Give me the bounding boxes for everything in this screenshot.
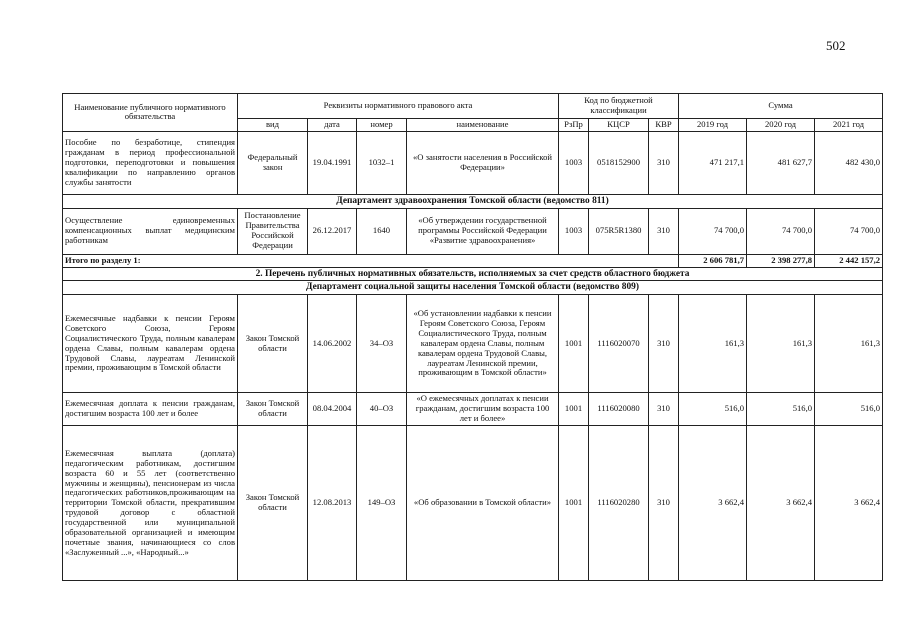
rzpr: 1001 [559, 295, 589, 393]
total-2021: 2 442 157,2 [815, 254, 883, 267]
dept-health-heading: Департамент здравоохранения Томской области (ведомство 811) [63, 194, 883, 208]
act-date: 26.12.2017 [308, 208, 357, 254]
kvr: 310 [649, 131, 679, 194]
act-date: 12.08.2013 [308, 426, 357, 581]
sum-2021: 516,0 [815, 393, 883, 426]
table-row [63, 393, 883, 426]
act-title: «Об образовании в Томской области» [407, 426, 559, 581]
sum-2020: 481 627,7 [747, 131, 815, 194]
table-row [63, 295, 883, 393]
kvr: 310 [649, 208, 679, 254]
act-title: «О ежемесячных доплатах к пенсии гражданам, достигшим возраста 100 лет и более» [407, 393, 559, 426]
header-title: наименование [407, 119, 559, 132]
sum-2019: 74 700,0 [679, 208, 747, 254]
sum-2020: 3 662,4 [747, 426, 815, 581]
act-date: 08.04.2004 [308, 393, 357, 426]
act-type: Закон Томской области [238, 295, 308, 393]
sum-2021: 482 430,0 [815, 131, 883, 194]
act-date: 19.04.1991 [308, 131, 357, 194]
sum-2021: 74 700,0 [815, 208, 883, 254]
act-title: «О занятости населения в Российской Федерации» [407, 131, 559, 194]
header-kvr: КВР [649, 119, 679, 132]
header-sum: Сумма [679, 94, 883, 119]
total-label: Итого по разделу 1: [63, 254, 679, 267]
obligation-name: Осуществление единовременных компенсационных выплат медицинским работникам [63, 208, 238, 254]
kcsr: 1116020080 [589, 393, 649, 426]
table-row [63, 426, 883, 581]
header-2020: 2020 год [747, 119, 815, 132]
kvr: 310 [649, 426, 679, 581]
sum-2020: 516,0 [747, 393, 815, 426]
kcsr: 1116020070 [589, 295, 649, 393]
rzpr: 1003 [559, 131, 589, 194]
header-2019: 2019 год [679, 119, 747, 132]
act-date: 14.06.2002 [308, 295, 357, 393]
header-row-1 [63, 94, 883, 119]
sum-2021: 3 662,4 [815, 426, 883, 581]
act-title: «Об утверждении государственной программы Российской Федерации «Развитие здравоохранения» [407, 208, 559, 254]
kvr: 310 [649, 295, 679, 393]
section2-row [63, 267, 883, 281]
total-row [63, 254, 883, 267]
page-number: 502 [826, 38, 846, 53]
obligation-name: Пособие по безработице, стипендия гражданам в период профессиональной подготовки, переподготовки и повышения квалификации по направлению органов службы занятости [63, 131, 238, 194]
header-date: дата [308, 119, 357, 132]
act-type: Закон Томской области [238, 426, 308, 581]
act-number: 34–ОЗ [357, 295, 407, 393]
obligations-table [62, 93, 883, 581]
header-2021: 2021 год [815, 119, 883, 132]
kcsr: 1116020280 [589, 426, 649, 581]
header-name: Наименование публичного нормативного обязательства [63, 94, 238, 132]
rzpr: 1001 [559, 426, 589, 581]
act-number: 1640 [357, 208, 407, 254]
act-type: Федеральный закон [238, 131, 308, 194]
total-2019: 2 606 781,7 [679, 254, 747, 267]
sum-2019: 516,0 [679, 393, 747, 426]
sum-2019: 3 662,4 [679, 426, 747, 581]
table-row [63, 208, 883, 254]
obligation-name: Ежемесячные надбавки к пенсии Героям Советского Союза, Героям Социалистического Труда, полным кавалерам ордена Славы, полным кавалерам ордена Трудовой Славы, лауреатам Ленинской премии, проживающим в Томской области [63, 295, 238, 393]
header-number: номер [357, 119, 407, 132]
kcsr: 0518152900 [589, 131, 649, 194]
section2-heading: 2. Перечень публичных нормативных обязательств, исполняемых за счет средств областного бюджета [63, 267, 883, 281]
header-vid: вид [238, 119, 308, 132]
obligation-name: Ежемесячная доплата к пенсии гражданам, достигшим возраста 100 лет и более [63, 393, 238, 426]
act-type: Постановление Правительства Российской Федерации [238, 208, 308, 254]
kcsr: 075R5R1380 [589, 208, 649, 254]
obligation-name: Ежемесячная выплата (доплата) педагогическим работникам, достигшим возраста 60 и 55 лет (соответственно мужчины и женщины), пенсионерам из числа педагогических работников,проживающим на территории Томской области, прекратившим трудовой договор с областной государственной или муниципальной образовательной организацией и имеющим почетные звания, начинающиеся со слов «Заслуженный ...», «Народный...» [63, 426, 238, 581]
sum-2021: 161,3 [815, 295, 883, 393]
header-requisites: Реквизиты нормативного правового акта [238, 94, 559, 119]
rzpr: 1003 [559, 208, 589, 254]
sum-2020: 161,3 [747, 295, 815, 393]
act-number: 40–ОЗ [357, 393, 407, 426]
dept-social-row [63, 281, 883, 295]
sum-2019: 161,3 [679, 295, 747, 393]
header-budget-code: Код по бюджетной классификации [559, 94, 679, 119]
sum-2019: 471 217,1 [679, 131, 747, 194]
table-row [63, 131, 883, 194]
header-rzpr: РзПр [559, 119, 589, 132]
act-type: Закон Томской области [238, 393, 308, 426]
rzpr: 1001 [559, 393, 589, 426]
act-number: 1032–1 [357, 131, 407, 194]
sum-2020: 74 700,0 [747, 208, 815, 254]
act-title: «Об установлении надбавки к пенсии Героям Советского Союза, Героям Социалистического Труда, полным кавалерам ордена Славы, полным кавалерам ордена Трудовой Славы, лауреатам Ленинской премии, проживающим в Томской области» [407, 295, 559, 393]
header-kcsr: КЦСР [589, 119, 649, 132]
act-number: 149–ОЗ [357, 426, 407, 581]
dept-health-row [63, 194, 883, 208]
total-2020: 2 398 277,8 [747, 254, 815, 267]
dept-social-heading: Департамент социальной защиты населения Томской области (ведомство 809) [63, 281, 883, 295]
kvr: 310 [649, 393, 679, 426]
